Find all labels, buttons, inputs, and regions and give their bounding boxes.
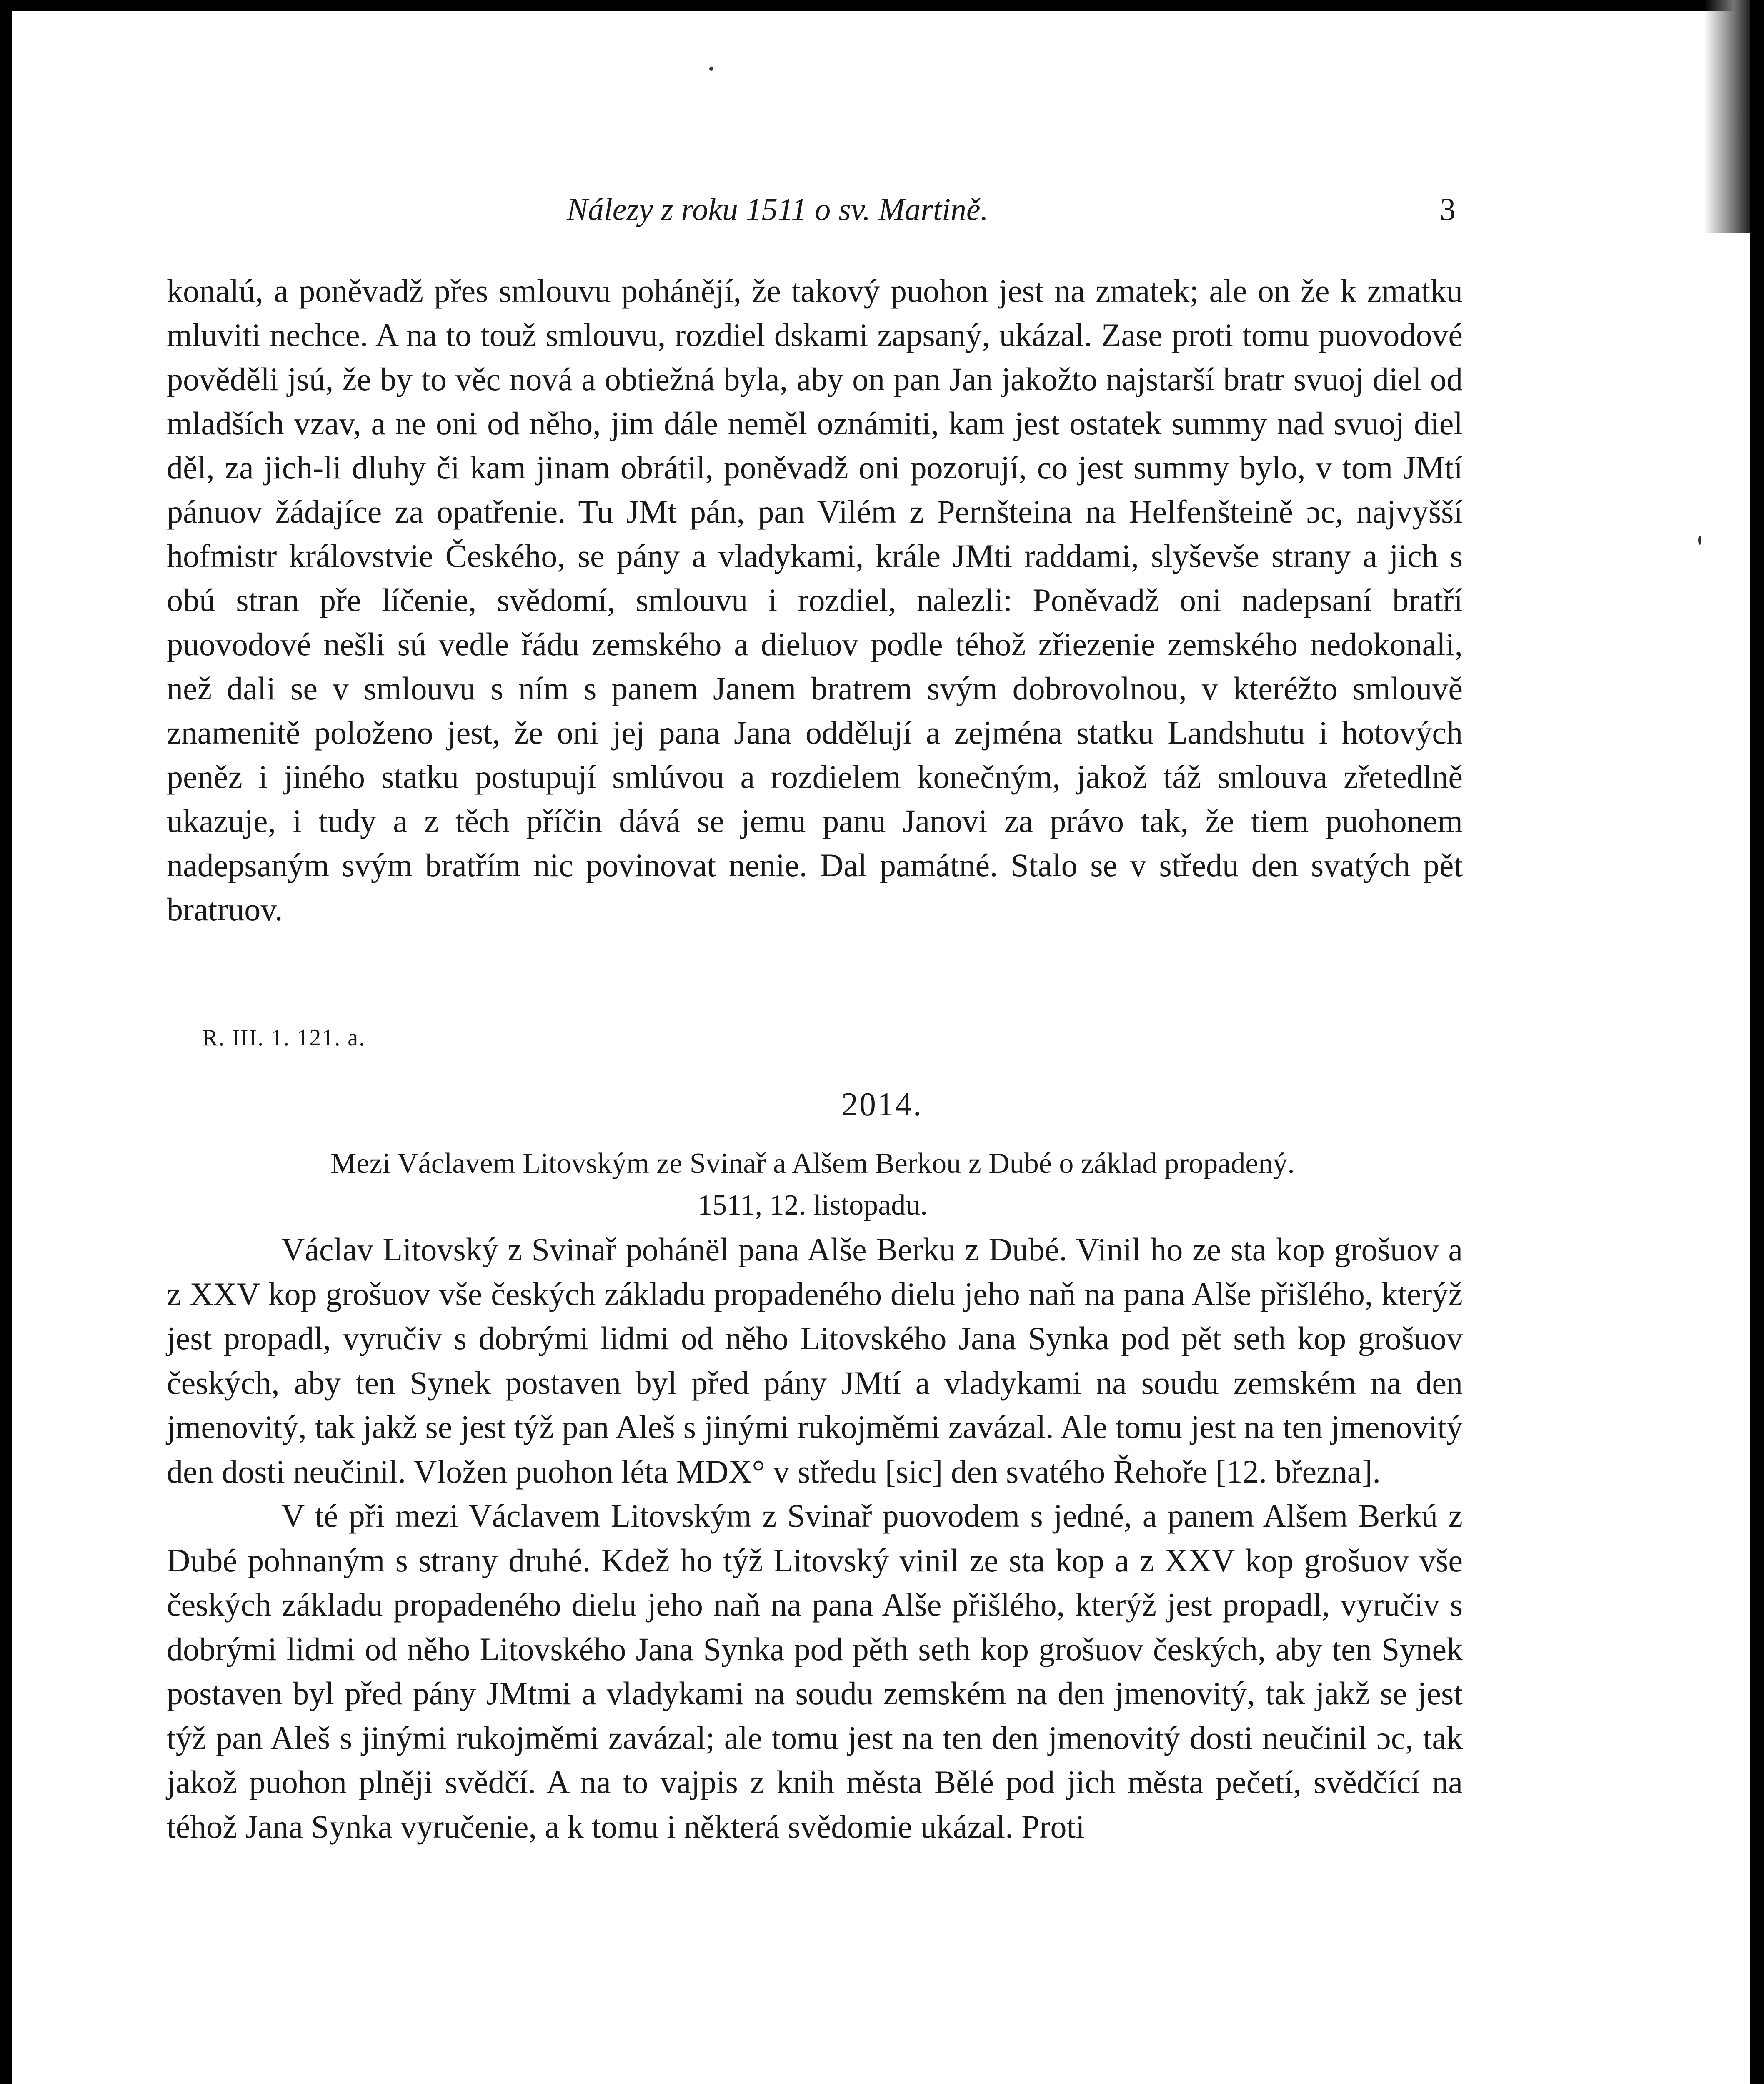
entry-text [167, 1227, 1463, 1849]
source-reference: R. III. 1. 121. a. [202, 1025, 366, 1051]
scan-speck [1698, 536, 1701, 545]
entry-date: 1511, 12. listopadu. [698, 1189, 928, 1221]
entry-paragraph-1: Václav Litovský z Svinař pohánël pana Alše Berku z Dubé. Vinil ho ze sta kop grošuov a z XXV kop grošuov vše českých základu propadeného dielu jeho naň na pana Alše přišlého, kterýž jest propadl, vyručiv s dobrými lidmi od něho Litovského Jana Synka pod pět seth kop grošuov českých, aby ten Synek postaven byl před pány JMtí a vladykami na soudu zemském na den jmenovitý, tak jakž se jest týž pan Aleš s jinými rukojměmi zavázal. Ale tomu jest na ten jmenovitý den dosti neučinil. Vložen puohon léta MDX° v středu [sic] den svatého Řehoře [12. března]. [167, 1231, 1463, 1490]
scan-edge-shadow [1704, 0, 1750, 233]
scan-speck [709, 67, 713, 71]
continuation-paragraph: konalú, a poněvadž přes smlouvu pohánějí, že takový puohon jest na zmatek; ale on že k zmatku mluviti nechce. A na to touž smlouvu, rozdiel dskami zapsaný, ukázal. Zase proti tomu puovodové pověděli jsú, že by to věc nová a obtiežná byla, aby on pan Jan jakožto najstarší bratr svuoj diel od mladších vzav, a ne oni od něho, jim dále neměl oznámiti, kam jest ostatek summy nad svuoj diel děl, za jich-li dluhy či kam jinam obrátil, poněvadž oni pozorují, co jest summy bylo, v tom JMtí pánuov žádajíce za opatřenie. Tu JMt pán, pan Vilém z Pernšteina na Helfenšteině ɔc, najvyšší hofmistr královstvie Českého, se pány a vladykami, krále JMti raddami, slyševše strany a jich s obú stran pře líčenie, svědomí, smlouvu i rozdiel, nalezli: Poněvadž oni nadepsaní bratří puovodové nešli sú vedle řádu zemského a dieluov podle téhož zřiezenie zemského nedokonali, než dali se v smlouvu s ním s panem Janem bratrem svým dobrovolnou, v kteréžto smlouvě znamenitě položeno jest, že oni jej pana Jana oddělují a zejména statku Landshutu i hotových peněz i jiného statku postupují smlúvou a rozdielem konečným, jakož táž smlouva zřetedlně ukazuje, i tudy a z těch příčin dává se jemu panu Janovi za právo tak, že tiem puohonem nadepsaným svým bratřím nic povinovat nenie. Dal památné. Stalo se v středu den svatých pět bratruov. [167, 273, 1463, 927]
entry-paragraph-2: V té při mezi Václavem Litovským z Svinař puovodem s jedné, a panem Alšem Berkú z Dubé pohnaným s strany druhé. Kdež ho týž Litovský vinil ze sta kop a z XXV kop grošuov vše českých základu propadeného dielu jeho naň na pana Alše přišlého, kterýž jest propadl, vyručiv s dobrými lidmi od něho Litovského Jana Synka pod pěth seth kop grošuov českých, aby ten Synek postaven byl před pány JMtmi a vladykami na soudu zemském na den jmenovitý, tak jakž se jest týž pan Aleš s jinými rukojměmi zavázal; ale tomu jest na ten den jmenovitý dosti neučinil ɔc, tak jakož puohon plněji svědčí. A na to vajpis z knih města Bělé pod jich města pečetí, svědčící na téhož Jana Synka vyručenie, a k tomu i některá svědomie ukázal. Proti [167, 1498, 1463, 1845]
scan-border-top [0, 0, 1764, 11]
scan-border-right [1750, 0, 1764, 2084]
entry-number: 2014. [841, 1086, 923, 1123]
running-title: Nálezy z roku 1511 o sv. Martině. [567, 192, 988, 227]
entry-summary [233, 1143, 1392, 1226]
entry-summary-title: Mezi Václavem Litovským ze Svinař a Alšem Berkou z Dubé o základ propadený. [330, 1147, 1295, 1180]
scan-border-left [0, 0, 12, 2084]
running-header [567, 192, 1475, 238]
continuation-text [167, 269, 1463, 932]
page-number: 3 [1440, 192, 1456, 227]
